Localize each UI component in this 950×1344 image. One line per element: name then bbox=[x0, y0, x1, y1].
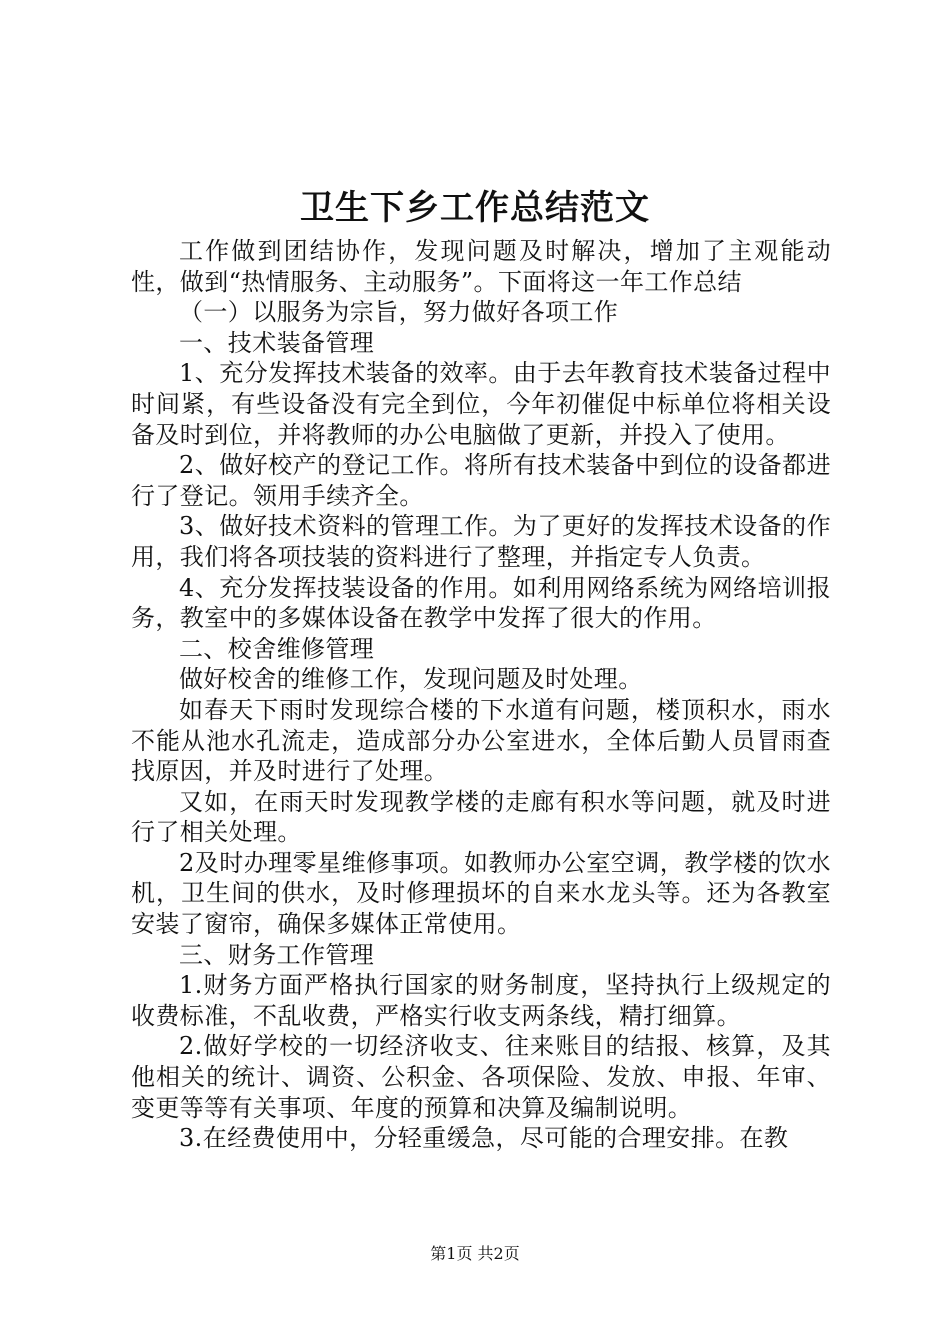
section-heading: 三、财务工作管理 bbox=[179, 940, 375, 969]
page-footer: 第1页 共2页 bbox=[430, 1244, 520, 1263]
section-heading: 一、技术装备管理 bbox=[179, 328, 375, 357]
paragraph: 3、做好技术资料的管理工作。为了更好的发挥技术设备的作用，我们将各项技装的资料进行了整理，并指定专人负责。 bbox=[131, 512, 831, 571]
paragraph: 如春天下雨时发现综合楼的下水道有问题，楼顶积水，雨水不能从池水孔流走，造成部分办公室进水，全体后勤人员冒雨查找原因，并及时进行了处理。 bbox=[131, 695, 831, 786]
paragraph: 2.做好学校的一切经济收支、往来账目的结报、核算，及其他相关的统计、调资、公积金、各项保险、发放、申报、年审、变更等等有关事项、年度的预算和决算及编制说明。 bbox=[131, 1032, 831, 1122]
paragraph: 1.财务方面严格执行国家的财务制度，坚持执行上级规定的收费标准，不乱收费，严格实行收支两条线，精打细算。 bbox=[131, 971, 831, 1030]
paragraph: 做好校舍的维修工作，发现问题及时处理。 bbox=[179, 665, 643, 694]
paragraph: 2及时办理零星维修事项。如教师办公室空调，教学楼的饮水机，卫生间的供水，及时修理损坏的自来水龙头等。还为各教室安装了窗帘，确保多媒体正常使用。 bbox=[131, 848, 831, 939]
section-heading: 二、校舍维修管理 bbox=[179, 634, 375, 663]
paragraph: 3.在经费使用中，分轻重缓急，尽可能的合理安排。在教 bbox=[179, 1124, 789, 1153]
document-body bbox=[131, 236, 831, 1154]
paragraph: 工作做到团结协作，发现问题及时解决，增加了主观能动性，做到“热情服务、主动服务”。下面将这一年工作总结 bbox=[131, 237, 831, 296]
paragraph: 4、充分发挥技装设备的作用。如利用网络系统为网络培训报务，教室中的多媒体设备在教学中发挥了很大的作用。 bbox=[131, 573, 831, 633]
paragraph: 1、充分发挥技术装备的效率。由于去年教育技术装备过程中时间紧，有些设备没有完全到位，今年初催促中标单位将相关设备及时到位，并将教师的办公电脑做了更新，并投入了使用。 bbox=[131, 359, 831, 449]
paragraph: 又如，在雨天时发现教学楼的走廊有积水等问题，就及时进行了相关处理。 bbox=[131, 787, 831, 847]
document-title: 卫生下乡工作总结范文 bbox=[300, 188, 650, 228]
section-heading: （一）以服务为宗旨，努力做好各项工作 bbox=[179, 298, 619, 327]
paragraph: 2、做好校产的登记工作。将所有技术装备中到位的设备都进行了登记。领用手续齐全。 bbox=[131, 451, 831, 510]
